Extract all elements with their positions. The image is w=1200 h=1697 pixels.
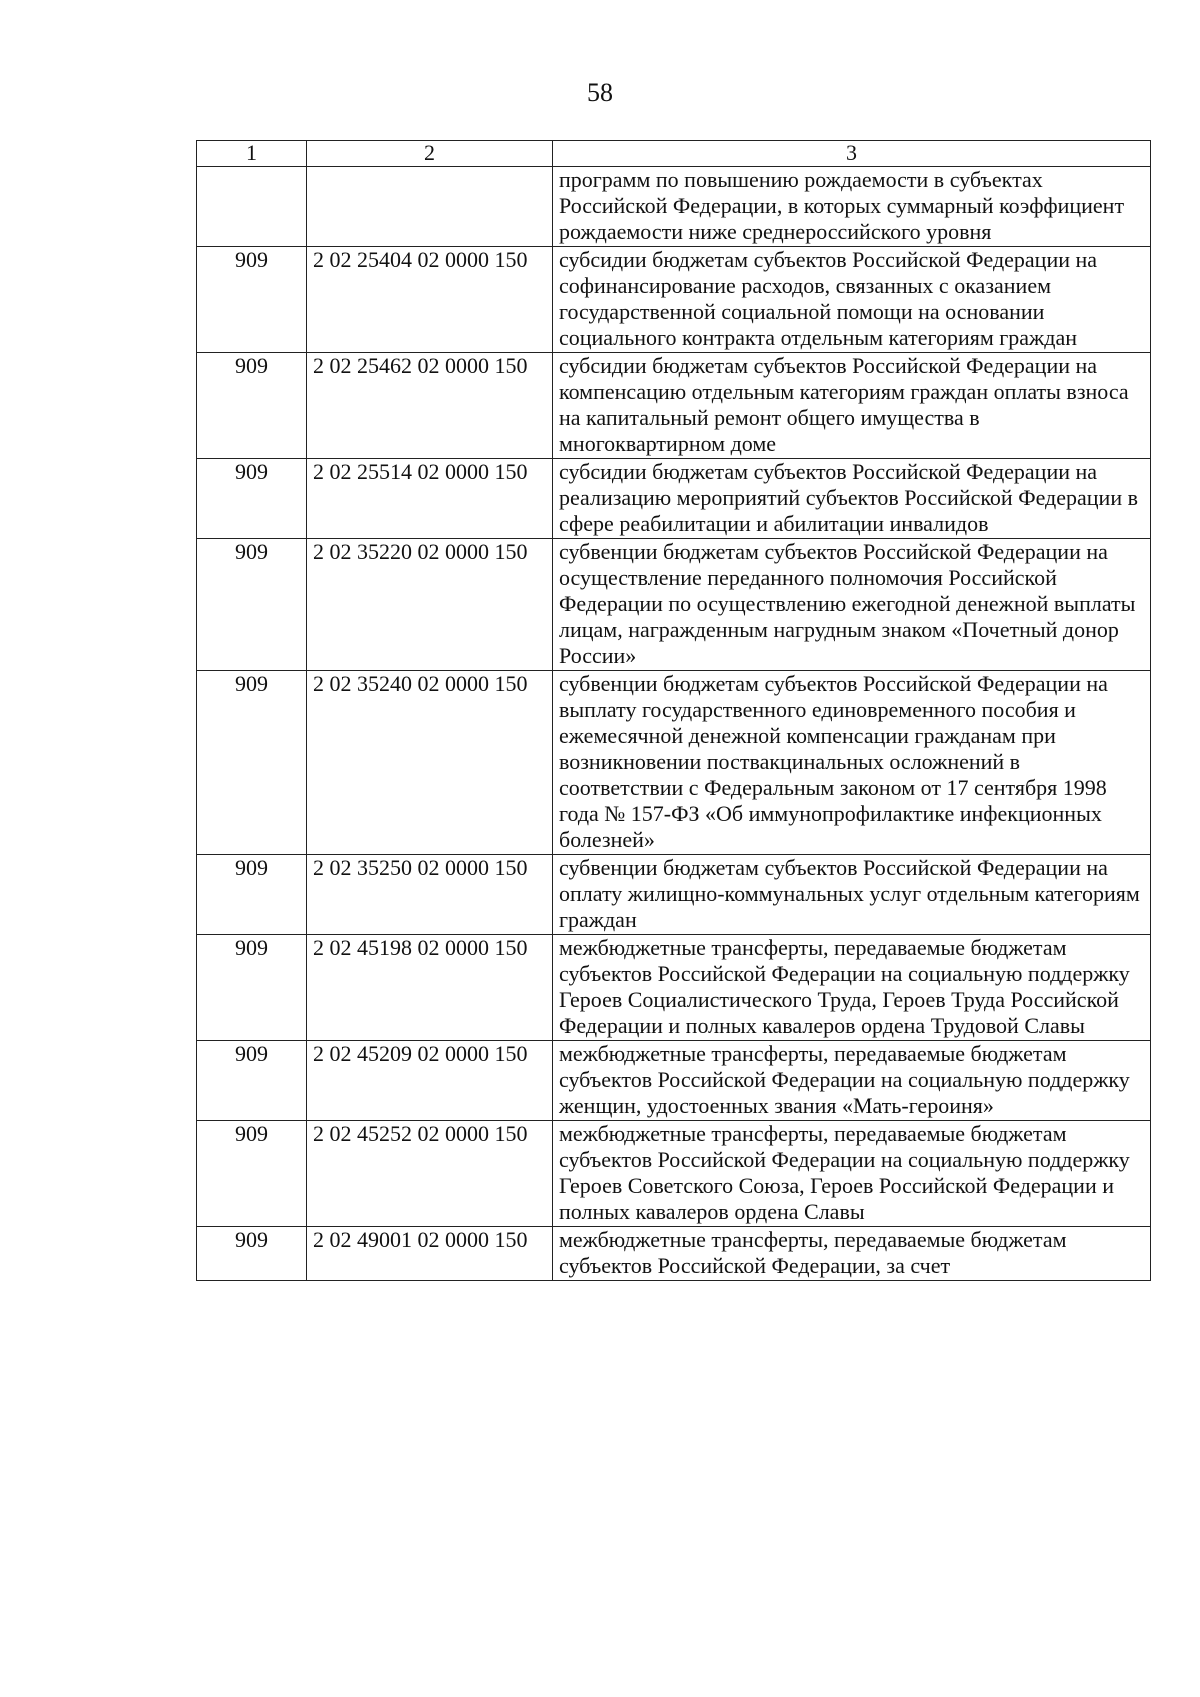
budget-code-cell: 2 02 35240 02 0000 150 [307, 671, 553, 855]
admin-code-cell: 909 [197, 935, 307, 1041]
admin-code-cell: 909 [197, 1041, 307, 1121]
admin-code-cell: 909 [197, 247, 307, 353]
budget-code-cell: 2 02 49001 02 0000 150 [307, 1227, 553, 1281]
table-row [197, 459, 1151, 539]
budget-code-cell: 2 02 25514 02 0000 150 [307, 459, 553, 539]
table-row [197, 247, 1151, 353]
table-row [197, 1121, 1151, 1227]
table-row [197, 353, 1151, 459]
admin-code-cell: 909 [197, 855, 307, 935]
description-cell: субвенции бюджетам субъектов Российской Федерации на выплату государственного единовременного пособия и ежемесячной денежной компенсации гражданам при возникновении поствакцинальных осложнений в соответствии с Федеральным законом от 17 сентября 1998 года № 157-ФЗ «Об иммунопрофилактике инфекционных болезней» [553, 671, 1151, 855]
admin-code-cell: 909 [197, 1227, 307, 1281]
budget-code-cell: 2 02 45198 02 0000 150 [307, 935, 553, 1041]
description-cell: субсидии бюджетам субъектов Российской Федерации на софинансирование расходов, связанных с оказанием государственной социальной помощи на основании социального контракта отдельным категориям граждан [553, 247, 1151, 353]
table-header-row [197, 141, 1151, 167]
page-number: 58 [587, 78, 613, 107]
table-row [197, 935, 1151, 1041]
admin-code-cell: 909 [197, 1121, 307, 1227]
description-cell: субсидии бюджетам субъектов Российской Федерации на реализацию мероприятий субъектов Российской Федерации в сфере реабилитации и абилитации инвалидов [553, 459, 1151, 539]
table-row [197, 1041, 1151, 1121]
admin-code-cell: 909 [197, 671, 307, 855]
admin-code-cell [197, 167, 307, 247]
description-cell: субвенции бюджетам субъектов Российской Федерации на оплату жилищно-коммунальных услуг отдельным категориям граждан [553, 855, 1151, 935]
budget-code-cell: 2 02 25462 02 0000 150 [307, 353, 553, 459]
column-header-1: 1 [197, 141, 307, 167]
description-cell: программ по повышению рождаемости в субъектах Российской Федерации, в которых суммарный коэффициент рождаемости ниже среднероссийского уровня [553, 167, 1151, 247]
admin-code-cell: 909 [197, 539, 307, 671]
description-cell: межбюджетные трансферты, передаваемые бюджетам субъектов Российской Федерации на социальную поддержку женщин, удостоенных звания «Мать-героиня» [553, 1041, 1151, 1121]
budget-code-cell: 2 02 35220 02 0000 150 [307, 539, 553, 671]
column-header-3: 3 [553, 141, 1151, 167]
admin-code-cell: 909 [197, 459, 307, 539]
description-cell: межбюджетные трансферты, передаваемые бюджетам субъектов Российской Федерации, за счет [553, 1227, 1151, 1281]
budget-code-cell: 2 02 45252 02 0000 150 [307, 1121, 553, 1227]
description-cell: субсидии бюджетам субъектов Российской Федерации на компенсацию отдельным категориям граждан оплаты взноса на капитальный ремонт общего имущества в многоквартирном доме [553, 353, 1151, 459]
budget-code-cell: 2 02 45209 02 0000 150 [307, 1041, 553, 1121]
table-row [197, 167, 1151, 247]
column-header-2: 2 [307, 141, 553, 167]
budget-code-cell [307, 167, 553, 247]
admin-code-cell: 909 [197, 353, 307, 459]
description-cell: межбюджетные трансферты, передаваемые бюджетам субъектов Российской Федерации на социальную поддержку Героев Социалистического Труда, Героев Труда Российской Федерации и полных кавалеров ордена Трудовой Славы [553, 935, 1151, 1041]
table-row [197, 855, 1151, 935]
budget-code-cell: 2 02 35250 02 0000 150 [307, 855, 553, 935]
budget-table [196, 140, 1151, 1281]
table-row [197, 671, 1151, 855]
table-row [197, 539, 1151, 671]
table-row [197, 1227, 1151, 1281]
description-cell: субвенции бюджетам субъектов Российской Федерации на осуществление переданного полномочия Российской Федерации по осуществлению ежегодной денежной выплаты лицам, награжденным нагрудным знаком «Почетный донор России» [553, 539, 1151, 671]
budget-code-cell: 2 02 25404 02 0000 150 [307, 247, 553, 353]
description-cell: межбюджетные трансферты, передаваемые бюджетам субъектов Российской Федерации на социальную поддержку Героев Советского Союза, Героев Российской Федерации и полных кавалеров ордена Славы [553, 1121, 1151, 1227]
